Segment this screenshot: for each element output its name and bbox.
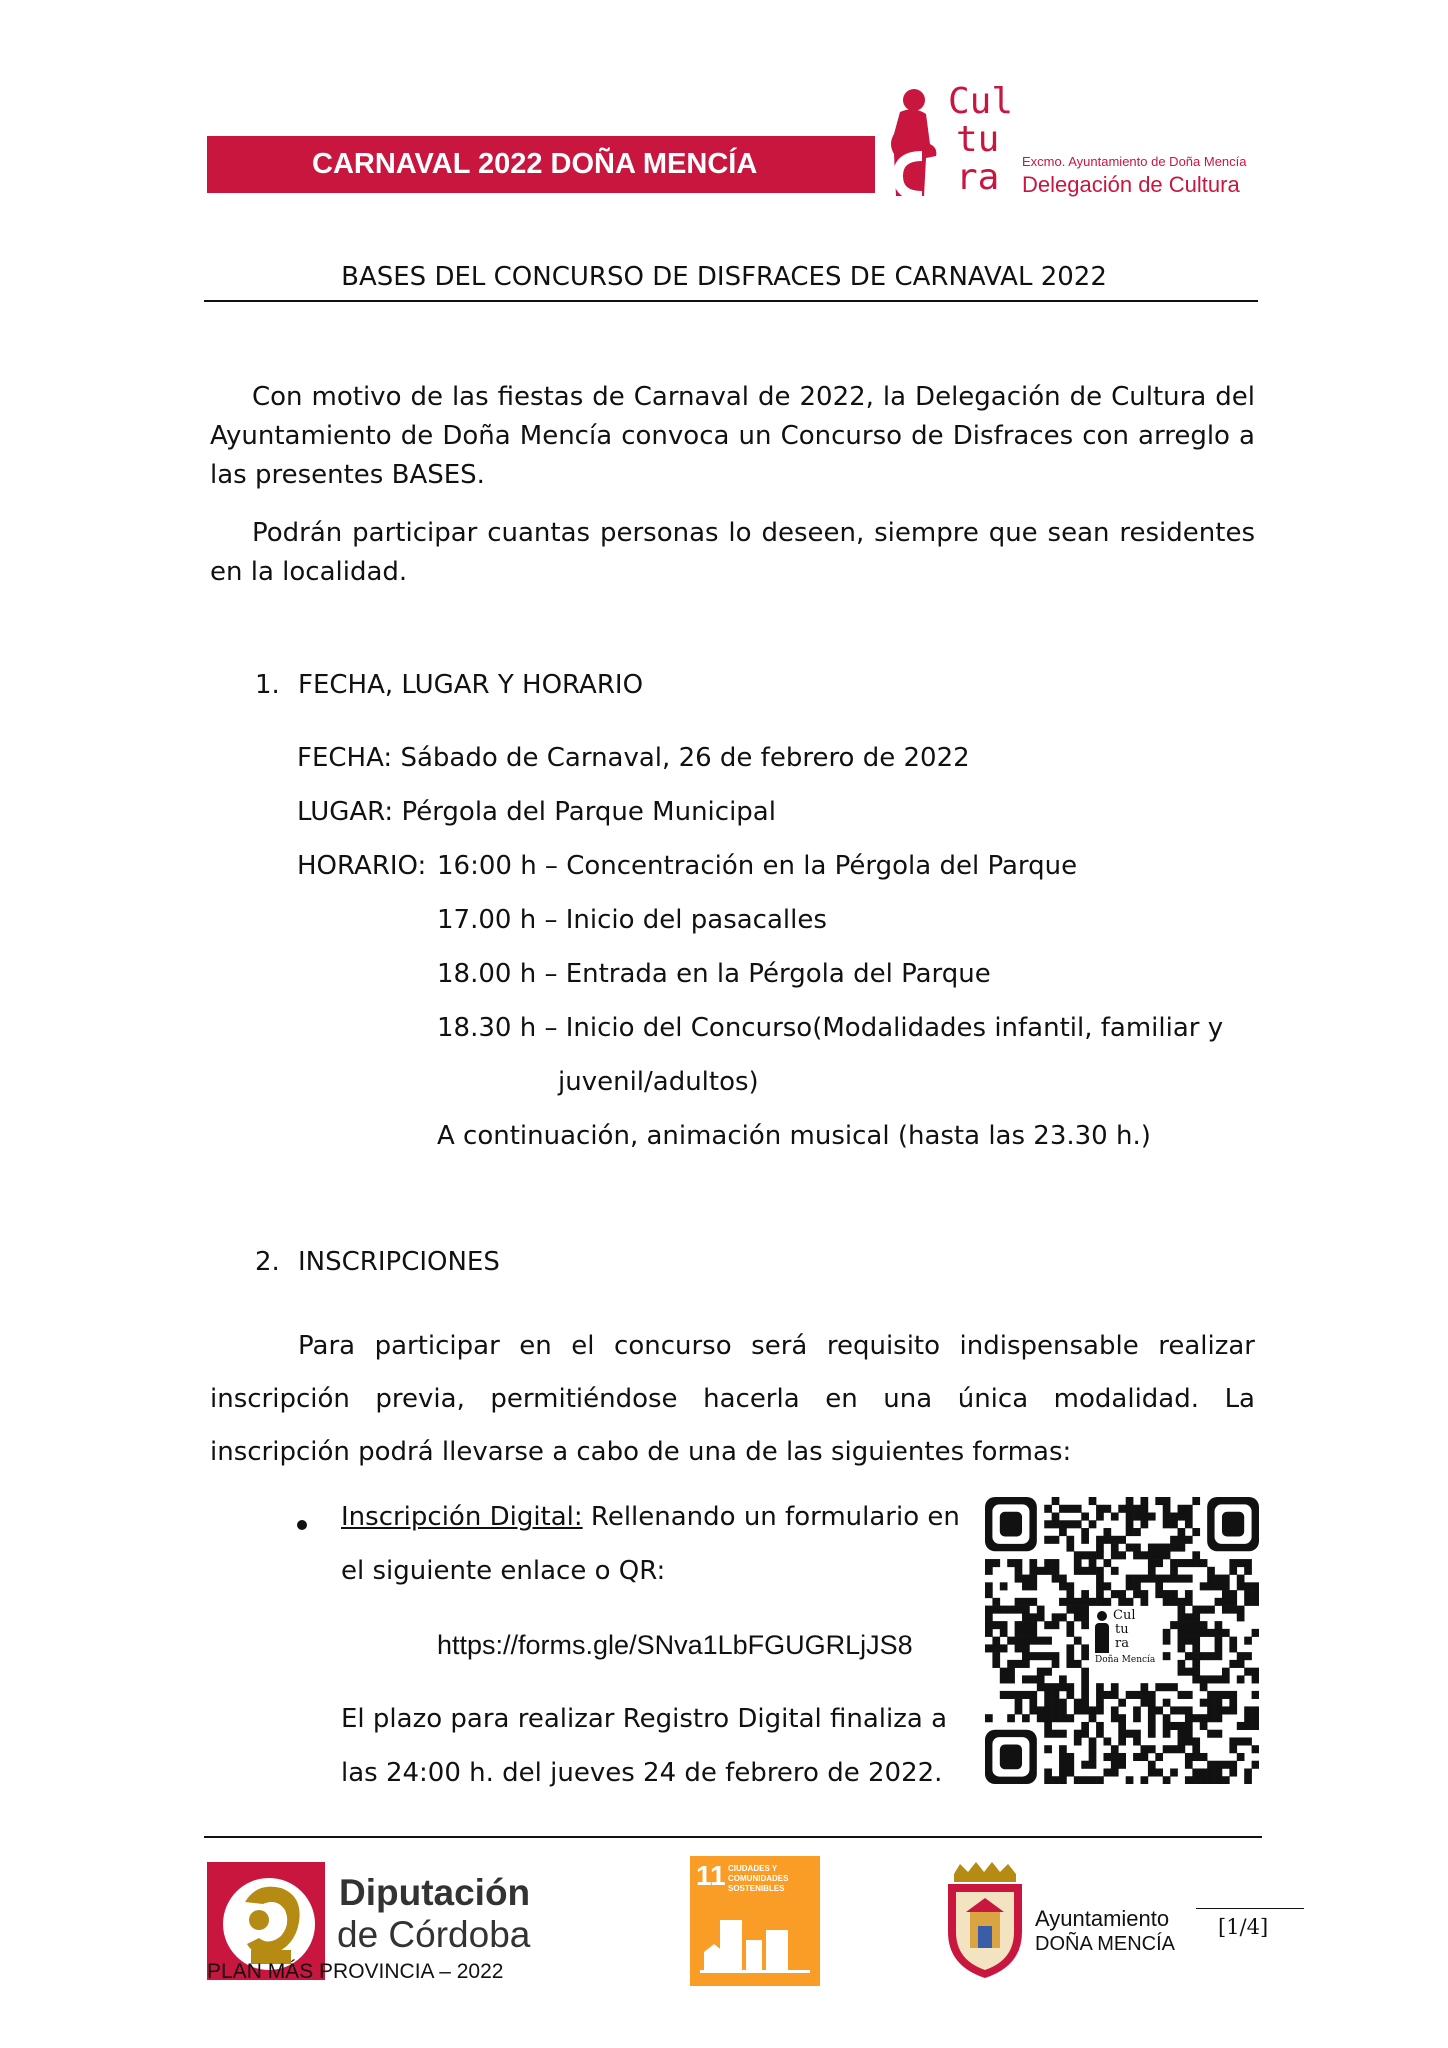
qr-center-logo [1093, 1607, 1156, 1671]
lugar-line [297, 797, 776, 827]
banner-title: CARNAVAL 2022 DOÑA MENCÍA [312, 148, 758, 180]
ayuntamiento-line-2: DOÑA MENCÍA [1035, 1933, 1176, 1955]
plan-text: PLAN MÁS PROVINCIA – 2022 [207, 1960, 504, 1983]
schedule-item: A continuación, animación musical (hasta las 23.30 h.) [437, 1121, 1151, 1151]
lugar-label: LUGAR [297, 797, 385, 827]
fecha-value: : Sábado de Carnaval, 26 de febrero de 2022 [383, 743, 970, 773]
qr-logo-word-2: tu [1115, 1622, 1129, 1637]
page-number-rule [1196, 1908, 1304, 1909]
schedule-item: 18.00 h – Entrada en la Pérgola del Parque [437, 959, 991, 989]
qr-finder-pattern [985, 1730, 1037, 1784]
document-title: BASES DEL CONCURSO DE DISFRACES DE CARNAVAL 2022 [341, 262, 1107, 292]
section-1-number: 1. [255, 670, 280, 700]
bullet-line [341, 1502, 960, 1532]
schedule-item-continuation: juvenil/adultos) [558, 1067, 759, 1097]
schedule-item: 17.00 h – Inicio del pasacalles [437, 905, 827, 935]
logo-line-2: Delegación de Cultura [1022, 172, 1240, 197]
ods-11-logo [690, 1856, 820, 1986]
header-banner [207, 136, 875, 193]
dona-mencia-coat-of-arms [940, 1862, 1030, 1980]
cultura-logo [878, 81, 1258, 204]
inscripcion-digital-label: Inscripción Digital: [341, 1502, 583, 1532]
diputacion-line-2: de Córdoba [337, 1914, 531, 1955]
deadline-line-1: El plazo para realizar Registro Digital finaliza a [341, 1704, 947, 1734]
logo-line-1: Excmo. Ayuntamiento de Doña Mencía [1022, 154, 1247, 169]
qr-finder-pattern [985, 1497, 1037, 1551]
deadline-line-2: las 24:00 h. del jueves 24 de febrero de 2022. [341, 1758, 943, 1788]
qr-code[interactable] [985, 1497, 1259, 1784]
horario-label: HORARIO: [297, 851, 427, 881]
page-number: [1/4] [1218, 1915, 1269, 1939]
ayuntamiento-line-1: Ayuntamiento [1035, 1906, 1170, 1931]
intro-paragraph-2: Podrán participar cuantas personas lo deseen, siempre que sean residentes en la localidad. [210, 518, 1255, 587]
logo-word-1: Cul [948, 81, 1014, 122]
diputacion-line-1: Diputación [339, 1872, 531, 1913]
section-2-paragraph: Para participar en el concurso será requisito indispensable realizar inscripción previa, permitiéndose hacerla en una única modalidad. La inscripción podrá llevarse a cabo de una de las siguientes formas: [210, 1331, 1255, 1467]
logo-word-3: ra [956, 157, 1000, 198]
intro-paragraph-1: Con motivo de las fiestas de Carnaval de 2022, la Delegación de Cultura del Ayuntamiento de Doña Mencía convoca un Concurso de Disfraces con arreglo a las presentes BASES. [210, 382, 1255, 490]
section-2-title: INSCRIPCIONES [298, 1247, 500, 1277]
qr-finder-pattern [1207, 1497, 1259, 1551]
section-2-number: 2. [255, 1247, 280, 1277]
section-1-title: FECHA, LUGAR Y HORARIO [298, 670, 644, 700]
fecha-label: FECHA [297, 743, 384, 773]
form-link[interactable]: https://forms.gle/SNva1LbFGUGRLjJS8 [437, 1630, 913, 1660]
qr-logo-word-1: Cul [1113, 1608, 1136, 1623]
coat-of-arms-icon [940, 1862, 1030, 1980]
city-icon [690, 1856, 820, 1986]
bullet-text: Rellenando un formulario en [582, 1502, 960, 1532]
schedule-item: 18.30 h – Inicio del Concurso(Modalidades infantil, familiar y [437, 1013, 1224, 1043]
fecha-line [297, 743, 970, 773]
qr-silhouette-icon [1097, 1611, 1107, 1621]
title-divider [204, 300, 1258, 302]
footer-divider [204, 1836, 1262, 1838]
schedule-item: 16:00 h – Concentración en la Pérgola del Parque [437, 851, 1078, 881]
ods-number: 11 [696, 1860, 726, 1891]
bullet-icon [297, 1520, 307, 1530]
logo-word-2: tu [956, 119, 1000, 160]
ods-text: CIUDADES Y COMUNIDADES SOSTENIBLES [728, 1864, 789, 1893]
lugar-value: : Pérgola del Parque Municipal [384, 797, 776, 827]
bullet-text-2: el siguiente enlace o QR: [341, 1556, 666, 1586]
qr-logo-caption: Doña Mencía [1095, 1655, 1156, 1665]
qr-logo-word-3: ra [1115, 1636, 1129, 1651]
